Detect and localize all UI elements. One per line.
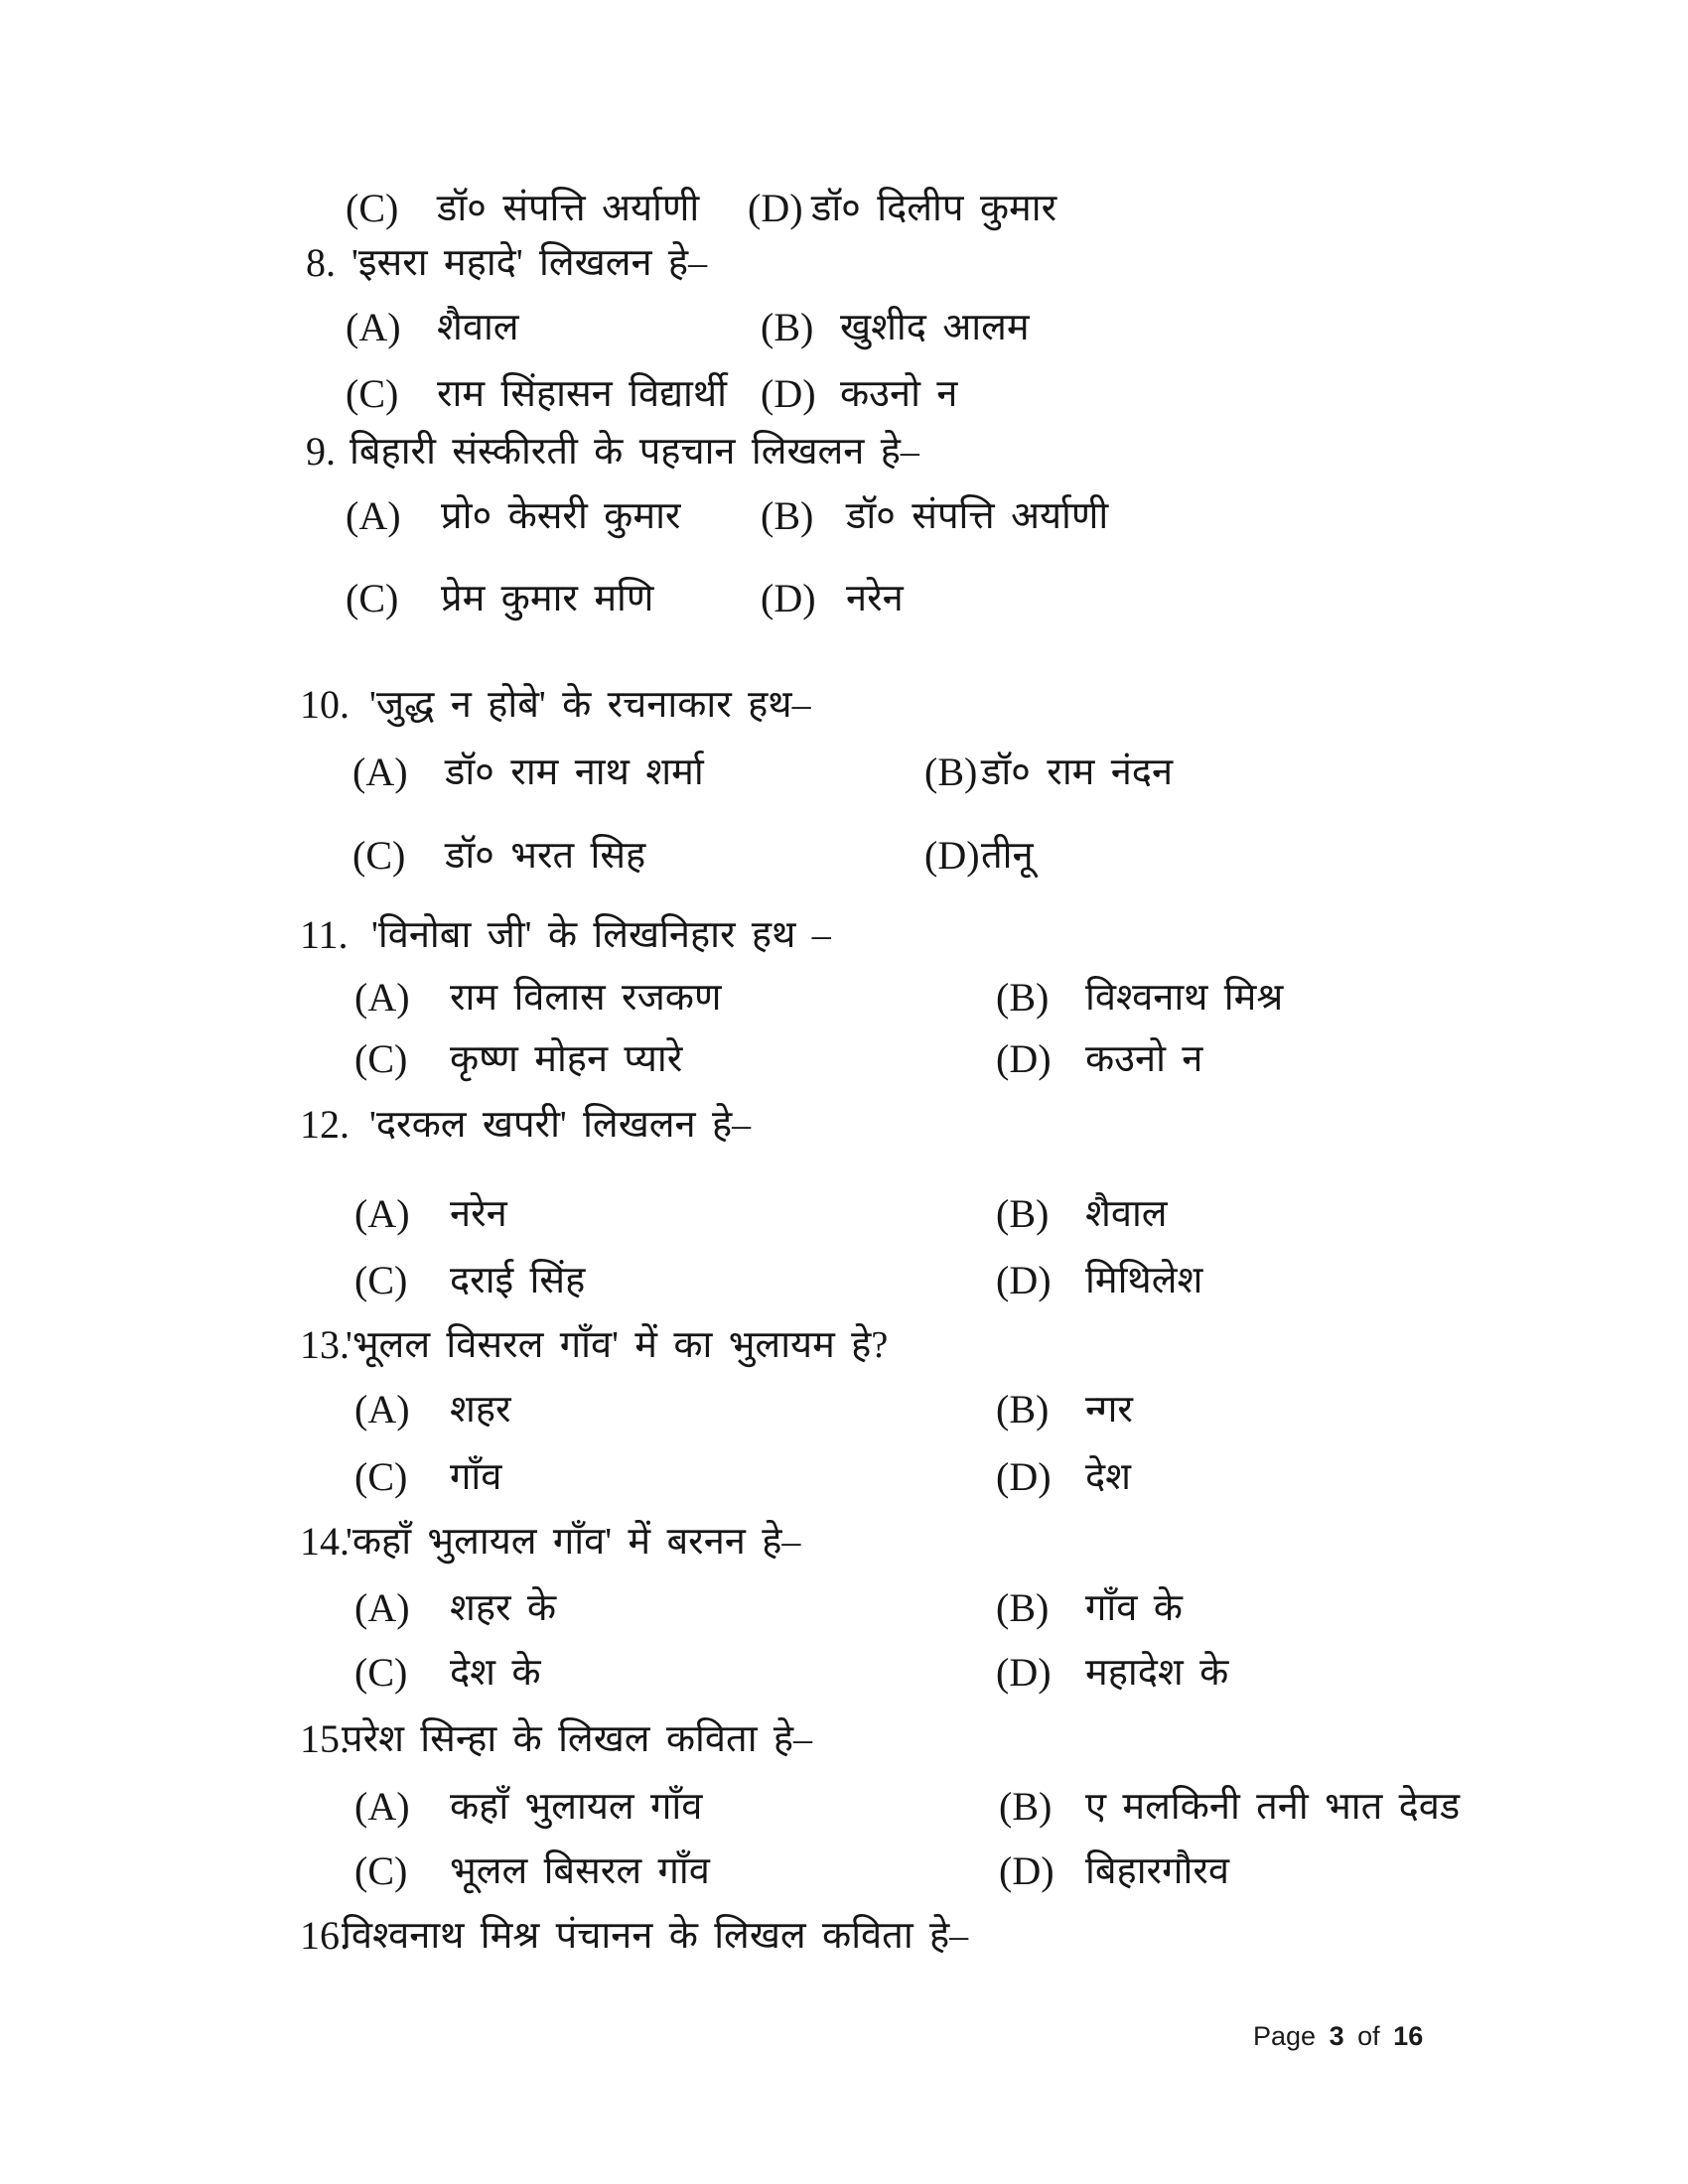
option-text: डॉ० संपत्ति अर्याणी bbox=[437, 188, 700, 229]
option-label: (A) bbox=[346, 305, 401, 349]
question-text: 'जुद्ध न होबे' के रचनाकार हथ– bbox=[369, 684, 811, 726]
question-number: 11. bbox=[300, 912, 349, 957]
option-text: कृष्ण मोहन प्यारे bbox=[450, 1038, 683, 1080]
option-text: खुशीद आलम bbox=[840, 307, 1030, 348]
question-number: 8. bbox=[306, 240, 336, 285]
option-text: दराई सिंह bbox=[450, 1260, 586, 1301]
option-text: गाँव के bbox=[1085, 1587, 1183, 1629]
option-label: (A) bbox=[354, 1784, 410, 1829]
option-label: (D) bbox=[999, 1848, 1055, 1893]
question-number: 9. bbox=[306, 429, 336, 474]
option-text: न्गर bbox=[1085, 1389, 1133, 1431]
page-footer bbox=[1253, 2021, 1423, 2052]
option-text: डॉ० भरत सिह bbox=[445, 835, 646, 877]
option-label: (D) bbox=[761, 576, 816, 620]
option-text: राम सिंहासन विद्यार्थी bbox=[437, 373, 727, 415]
option-label: (B) bbox=[996, 1191, 1050, 1236]
question-number: 14. bbox=[300, 1519, 350, 1564]
option-label: (C) bbox=[354, 1036, 408, 1081]
option-text: देश bbox=[1085, 1456, 1132, 1498]
option-label: (C) bbox=[346, 371, 399, 416]
option-text: नरेन bbox=[450, 1193, 507, 1235]
question-text: 'विनोबा जी' के लिखनिहार हथ – bbox=[371, 914, 831, 956]
option-text: तीनू bbox=[981, 835, 1034, 877]
option-label: (B) bbox=[924, 750, 978, 794]
question-number: 13. bbox=[300, 1322, 350, 1367]
option-text: शैवाल bbox=[437, 307, 519, 348]
option-text: बिहारगौरव bbox=[1085, 1850, 1230, 1892]
question-text: 'इसरा महादे' लिखलन हे– bbox=[352, 242, 708, 284]
option-label: (B) bbox=[996, 1387, 1050, 1432]
option-label: (D) bbox=[996, 1258, 1052, 1302]
option-label: (C) bbox=[354, 1454, 408, 1499]
question-text: विश्वनाथ मिश्र पंचानन के लिखल कविता हे– bbox=[342, 1915, 969, 1957]
option-label: (C) bbox=[346, 186, 399, 230]
question-text: 'दरकल खपरी' लिखलन हे– bbox=[369, 1104, 752, 1146]
option-label: (D) bbox=[748, 186, 803, 230]
option-text: प्रेम कुमार मणि bbox=[441, 578, 654, 619]
option-text: मिथिलेश bbox=[1085, 1260, 1203, 1301]
option-text: डॉ० राम नंदन bbox=[981, 751, 1174, 793]
option-label: (C) bbox=[352, 833, 406, 878]
option-text: कउनो न bbox=[840, 373, 958, 415]
option-label: (A) bbox=[354, 1387, 410, 1432]
option-text: गाँव bbox=[450, 1456, 502, 1498]
option-text: शहर के bbox=[450, 1587, 557, 1629]
question-number: 16. bbox=[300, 1913, 350, 1958]
option-label: (D) bbox=[996, 1036, 1052, 1081]
question-number: 15. bbox=[300, 1716, 350, 1761]
question-text: 'भूलल विसरल गाँव' में का भुलायम हे? bbox=[346, 1324, 889, 1366]
option-text: डॉ० दिलीप कुमार bbox=[811, 188, 1057, 229]
option-label: (B) bbox=[996, 1585, 1050, 1630]
option-text: शहर bbox=[450, 1389, 511, 1431]
option-text: नरेन bbox=[846, 578, 904, 619]
option-label: (A) bbox=[352, 750, 408, 794]
option-text: कहाँ भुलायल गाँव bbox=[450, 1786, 703, 1828]
option-label: (C) bbox=[354, 1848, 408, 1893]
footer-total-pages: 16 bbox=[1393, 2021, 1424, 2051]
option-label: (A) bbox=[354, 1585, 410, 1630]
option-text: डॉ० राम नाथ शर्मा bbox=[445, 751, 704, 793]
question-text: बिहारी संस्कीरती के पहचान लिखलन हे– bbox=[350, 431, 919, 473]
option-label: (D) bbox=[996, 1650, 1052, 1695]
question-text: 'कहाँ भुलायल गाँव' में बरनन हे– bbox=[346, 1521, 801, 1563]
question-text: परेश सिन्हा के लिखल कविता हे– bbox=[342, 1718, 813, 1760]
option-label: (B) bbox=[996, 975, 1050, 1020]
option-text: ए मलकिनी तनी भात देवड bbox=[1085, 1786, 1461, 1828]
option-text: डॉ० संपत्ति अर्याणी bbox=[846, 495, 1109, 537]
option-text: भूलल बिसरल गाँव bbox=[450, 1850, 710, 1892]
option-label: (A) bbox=[346, 493, 401, 538]
option-label: (C) bbox=[354, 1650, 408, 1695]
option-text: विश्वनाथ मिश्र bbox=[1085, 977, 1284, 1019]
option-label: (B) bbox=[761, 493, 814, 538]
option-label: (C) bbox=[354, 1258, 408, 1302]
footer-of-label: of bbox=[1357, 2021, 1380, 2051]
option-text: राम विलास रजकण bbox=[450, 977, 722, 1019]
question-number: 10. bbox=[300, 682, 350, 727]
option-label: (D) bbox=[924, 833, 980, 878]
option-text: कउनो न bbox=[1085, 1038, 1203, 1080]
option-text: प्रो० केसरी कुमार bbox=[441, 495, 681, 537]
option-label: (B) bbox=[761, 305, 814, 349]
footer-page-number: 3 bbox=[1329, 2021, 1344, 2051]
option-label: (A) bbox=[354, 1191, 410, 1236]
option-text: महादेश के bbox=[1085, 1652, 1229, 1694]
option-label: (D) bbox=[996, 1454, 1052, 1499]
option-label: (B) bbox=[999, 1784, 1053, 1829]
option-label: (A) bbox=[354, 975, 410, 1020]
option-label: (C) bbox=[346, 576, 399, 620]
option-label: (D) bbox=[761, 371, 816, 416]
option-text: शैवाल bbox=[1085, 1193, 1168, 1235]
footer-page-label: Page bbox=[1253, 2021, 1317, 2051]
question-number: 12. bbox=[300, 1102, 350, 1147]
option-text: देश के bbox=[450, 1652, 541, 1694]
